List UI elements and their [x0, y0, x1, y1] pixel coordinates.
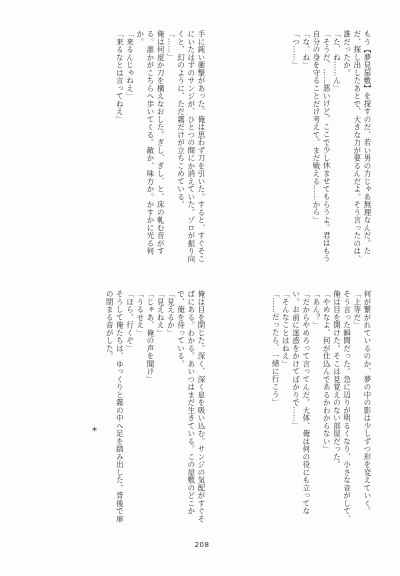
text-column-bottom-right: 何が繋がれているのか、夢の中の影は少しずつ形を変えていく。 「上等だ」 そう言った瞬間だった。急に辺りが明るくなり、小さな音がして、俺は目を開けた。そこは見覚えのない部屋だった。 「やめなよ、何が仕込んであるかわからない」 「あん？」 「だからやめろって言ってんだ。大体、俺は何の役にも立ってない。お前に迷惑をかけてばかりで……」 「そんなことはねえ」 「……だったら、一緒に行こう」	[271, 290, 372, 523]
section-break-asterisk: *	[92, 426, 97, 437]
text-column-bottom-left: 俺は目を閉じた。深く、深く息を吸い込む。サンジの気配がすぐそばにある。わかる。あいつはまだ生きている。この屋敷のどこかで、俺を待っている。 「見えるか」 「見えねえ」 「じゃあ、俺の声を聞け」 「うるせえ」 「ほら、行くぞ」 そうして俺たちは、ゆっくりと霧の中へ足を踏み出した。背後で扉の閉まる音がした。	[105, 290, 206, 523]
text-column-top-left: 手に鈍い衝撃があった。俺は思わず刀を引いた。すると、すぐそこにいたはずのサンジが、ひとつの間にか消えていた。ゾロが振り向くと、幻のように、ただ霧だけが立ちこめている。 「……」 俺は何度か刀を構えなおした。ぎし、ぎし、と、床の軋む音がする。誰かがこちらへ歩いてくる。敵か、味方か。かすかに光る何か。 「来るんじゃねえ」 「来るなとは言ってねえ」	[115, 30, 206, 263]
page-number: 208	[194, 541, 210, 549]
text-column-top-right: もう【夢見屋敷】を探すのだ、若い男の力じゃあ無理なんだ。ただ、探し出したあとで、大きな力が要るんだよ。そう言ったのは、誰だったか。 「た、ね……ん」 「そうだ、……悪いけど、ここで少し休ませてもらうよ。君はもう自分の身を守ることだけ考えて。まだ戦える……から」 「な、ね」 「つ……」	[291, 30, 372, 263]
